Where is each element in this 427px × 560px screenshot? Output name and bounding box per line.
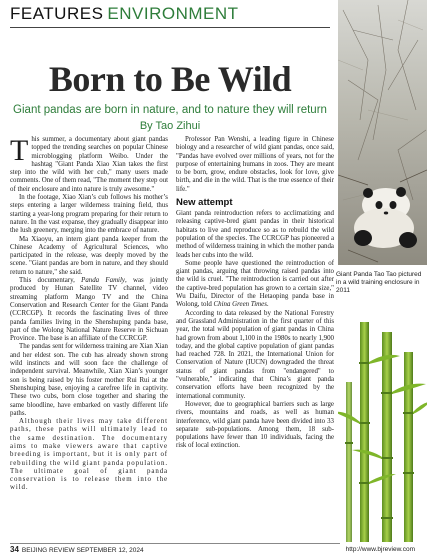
paragraph: According to data released by the National Forestry and Grassland Administration in the first quarter of this year, the total wild population of giant pandas in China had grown from about 1,100 in the 1980s to nearly 1,900 today, and the global captive population of giant pandas had reached 728. In 2021, the International Union for Conservation of Nature (IUCN) downgraded the threat status of giant pandas from "endangered" to "vulnerable," indicating that China’s giant panda conservation efforts have been recognized by the international community. <box>176 309 334 400</box>
article-column-right <box>176 136 334 540</box>
paragraph: Professor Pan Wenshi, a leading figure in Chinese biology and a researcher of wild giant pandas, once said, "Pandas have evolved over millions of years, not for the purpose of entertaining humans in zoos. They are meant to be born, grow, endure obstacles, look for love, give birth, and die in the wild. That is the true essence of their life." <box>176 136 334 193</box>
paragraph: Giant panda reintroduction refers to acclimatizing and releasing captive-bred giant pandas in their historical habitats to live and reproduce so as to rebuild the wild population of the species. The CCRCGP has pioneered a method of wilderness training in which the mother panda leads her cubs into the wild. <box>176 210 334 259</box>
page-number: 34 <box>10 545 19 554</box>
paragraph: However, due to geographical barriers such as large rivers, mountains and roads, as well as human interference, wild giant panda have been divided into 33 separate sub-populations. Among them, 18 sub-populations have fewer than 10 individuals, facing the risk of local extinction. <box>176 400 334 450</box>
section-header <box>10 4 239 26</box>
footer-publication <box>10 545 144 554</box>
drop-cap: T <box>10 136 29 167</box>
subsection-label: ENVIRONMENT <box>107 4 239 23</box>
paragraph: This summer, a documentary about giant pandas topped the trending searches on popular Chinese microblogging platform Weibo. Under the hashtag "Giant Panda Xiao Xian takes the first step into the wild with her cub," many users made comments. One of them read, "The moment they step out of their enclosure and into nature is truly awesome." <box>10 136 168 193</box>
paragraph: Ma Xiaoyu, an intern giant panda keeper from the Chinese Academy of Agricultural Sciences, who participated in the release, was deeply moved by the scene. "Giant pandas are born in nature, and they should return to nature," she said. <box>10 235 168 276</box>
publication-info: BEIJING REVIEW SEPTEMBER 12, 2024 <box>21 547 144 554</box>
bamboo-illustration <box>338 322 427 542</box>
panda-photo-illustration <box>338 0 427 265</box>
photo-caption: Giant Panda Tao Tao pictured in a wild training enclosure in 2011 <box>336 271 422 294</box>
header-divider <box>10 27 330 28</box>
article-byline: By Tao Zihui <box>139 120 201 132</box>
article-title: Born to Be Wild <box>48 59 292 99</box>
bamboo-icon <box>338 322 427 542</box>
paragraph: This documentary, Panda Family, was jointly produced by Hunan Satellite TV channel, video streaming platform Mango TV and the China Conservation and Research Center for the Giant Panda (CCRCGP). It records the fascinating lives of three panda families living in the Shenshuping panda base, part of the Wolong National Nature Reserve in Sichuan Province. The base is an affiliate of the CCRCGP. <box>10 277 168 343</box>
paragraph: Although their lives may take different paths, these paths will ultimately lead to the same destination. The documentary aims to make viewers aware that captive breeding is important, but it is only part of rebuilding the wild giant panda population. The ultimate goal of giant panda conservation is to release them into the wild. <box>10 418 168 492</box>
paragraph: In the footage, Xiao Xian’s cub follows his mother’s steps entering a larger wilderness training field, thus starting a year-long program preparing for their return to nature. In the vast expanse, they gradually disappear into the lush greenery, merging into the embrace of nature. <box>10 194 168 235</box>
footer-divider <box>10 543 340 544</box>
panda-photo <box>338 0 427 265</box>
article-subtitle: Giant pandas are born in nature, and to nature they will return <box>13 104 327 116</box>
footer-url[interactable]: http://www.bjreview.com <box>345 546 415 553</box>
section-heading: New attempt <box>176 197 233 209</box>
paragraph: The pandas sent for wilderness training are Xian Xian and her eldest son. The cub has already shown strong wild instincts and will soon face the challenge of independent survival. Meanwhile, Xian Xian’s younger son is being raised by his foster mother Rui Rui at the Shenshuping base, enjoying a carefree life in captivity. These two cubs, born close together and sharing the same bloodline, have embarked on vastly different life paths. <box>10 343 168 417</box>
section-label: FEATURES <box>10 4 104 23</box>
paragraph: Some people have questioned the reintroduction of giant pandas, arguing that throwing raised pandas into the wild is cruel. "The reintroduction is carried out after the captive-bred population has grown to a certain size," Wu Daifu, Director of the Hetaoping panda base in Wolong, told China Green Times. <box>176 259 334 309</box>
article-column-left <box>10 136 168 540</box>
